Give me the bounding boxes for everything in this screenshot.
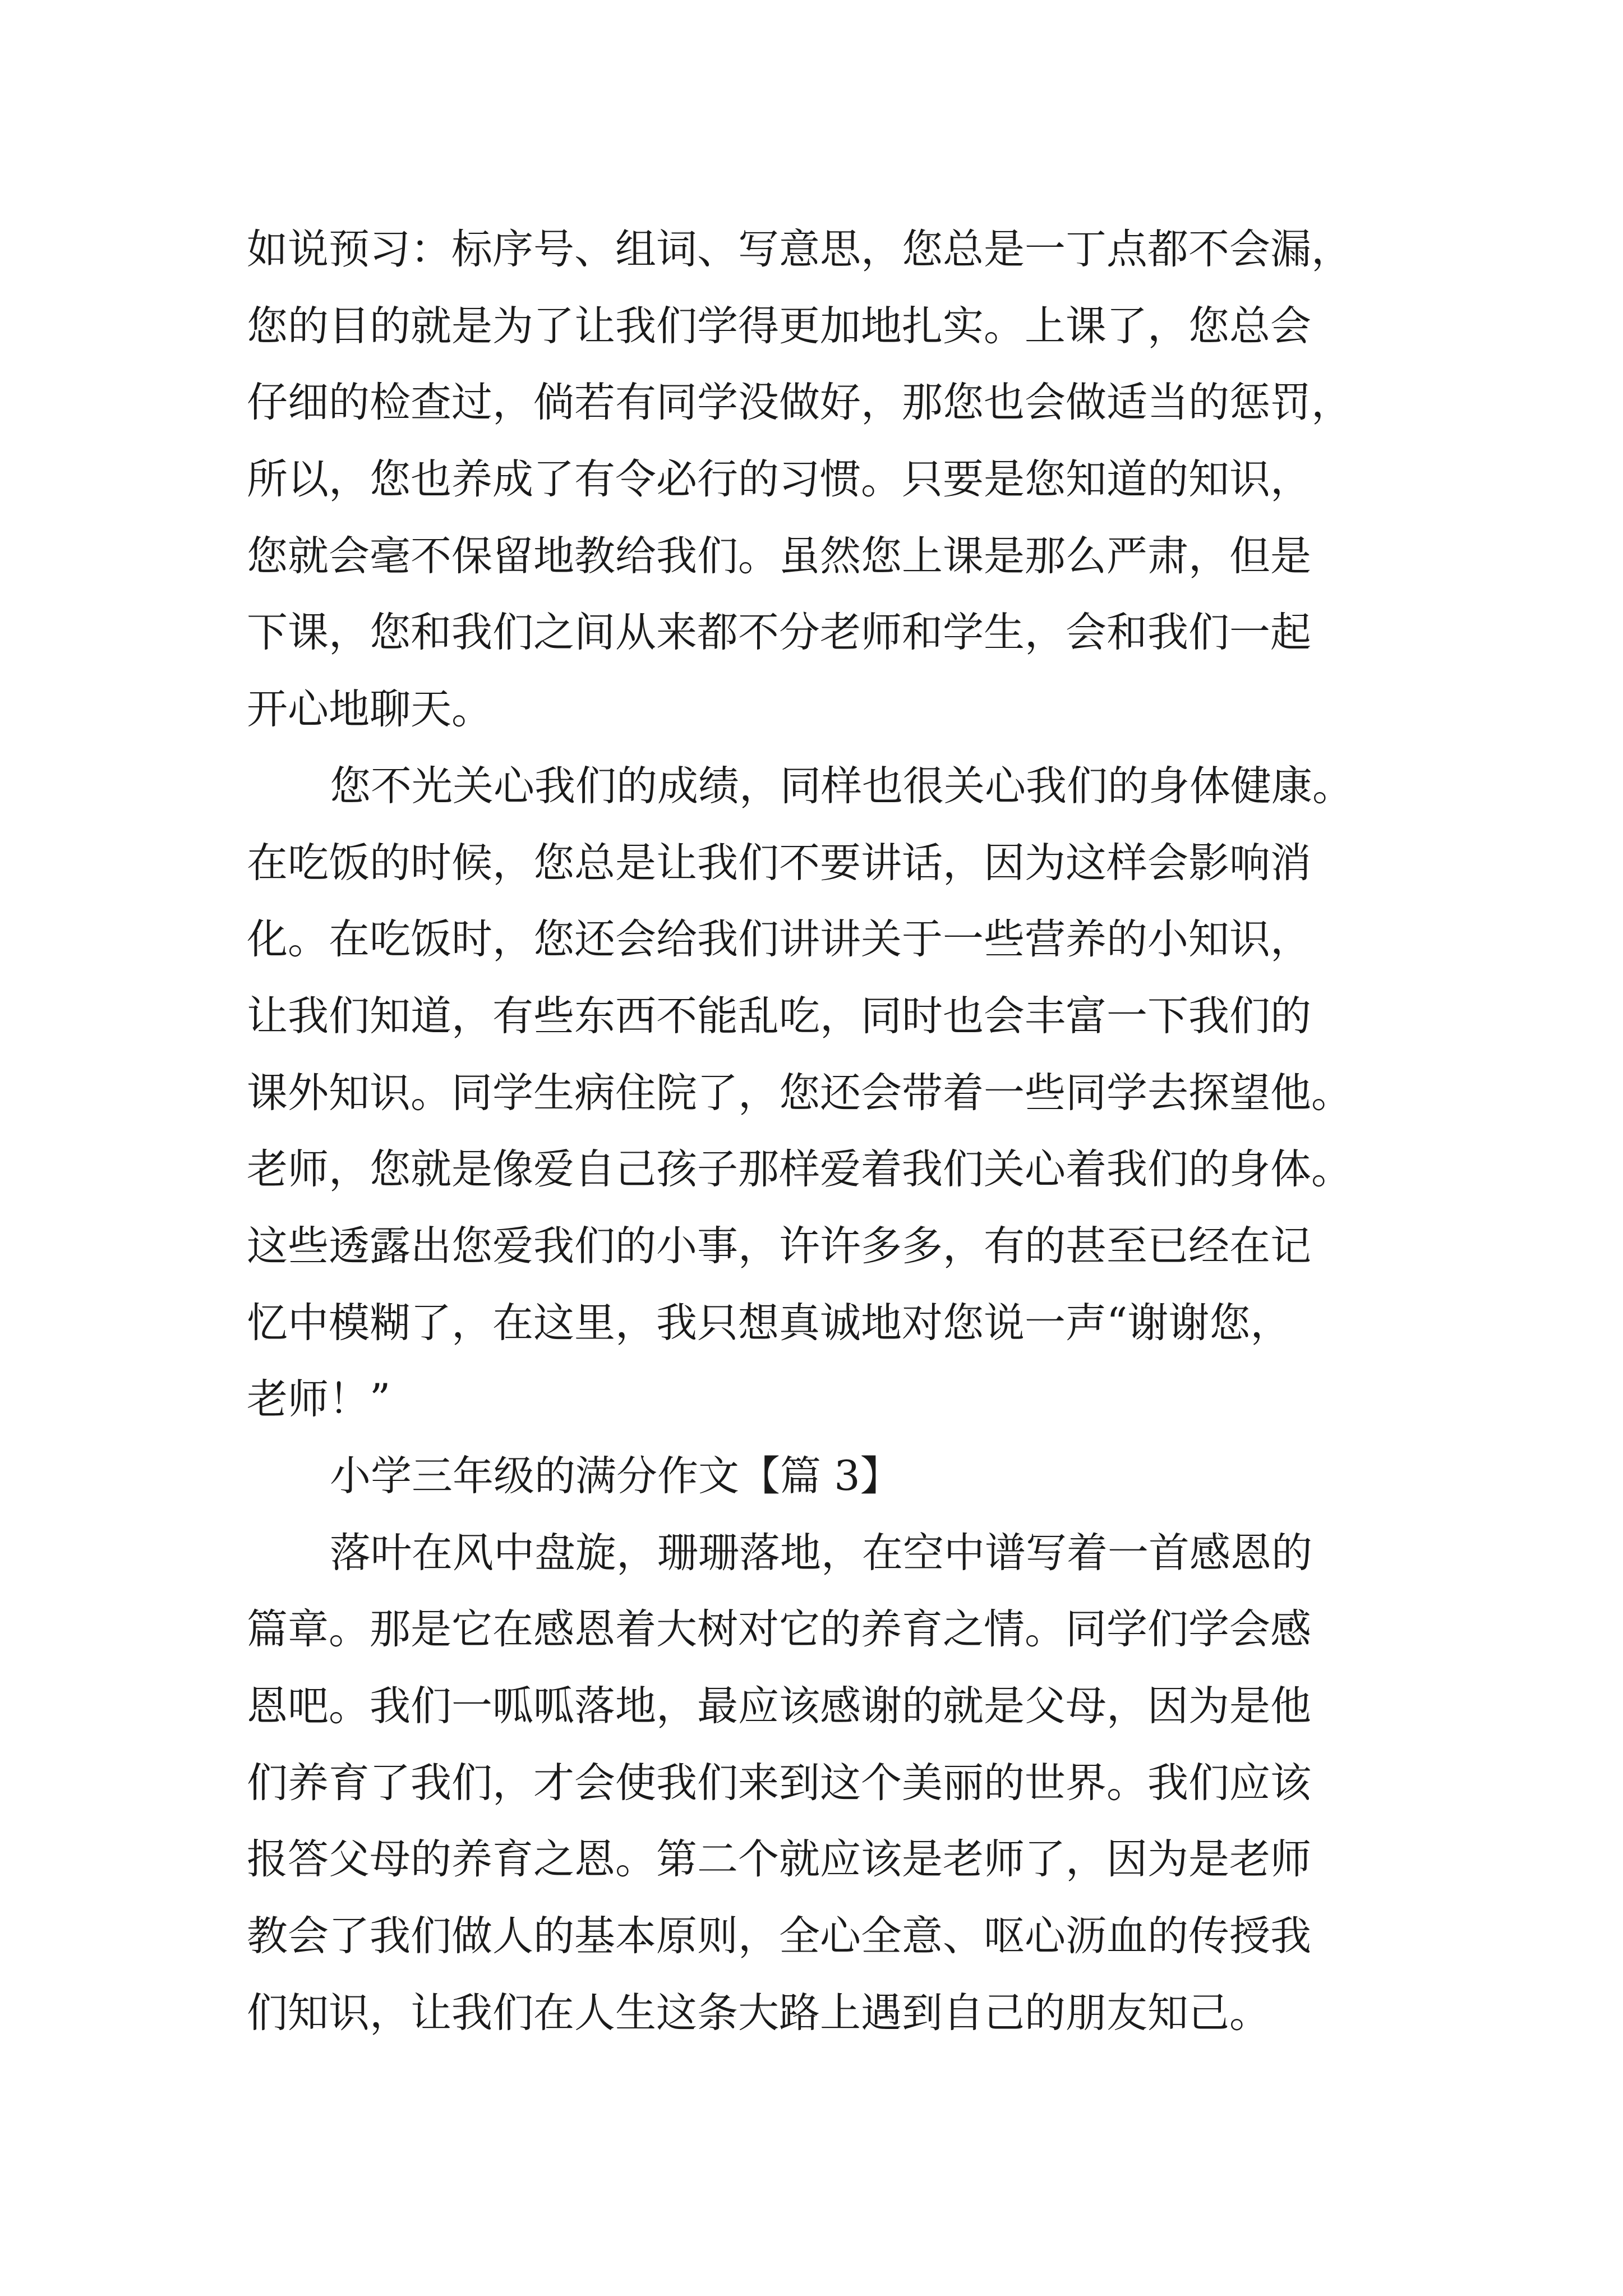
text-line: 报答父母的养育之恩。第二个就应该是老师了，因为是老师 [247, 1835, 1311, 1883]
text-line: 们养育了我们，才会使我们来到这个美丽的世界。我们应该 [247, 1759, 1311, 1807]
text-line: 教会了我们做人的基本原则，全心全意、呕心沥血的传授我 [247, 1912, 1311, 1960]
section-heading: 小学三年级的满分作文【篇 3】 [330, 1452, 901, 1500]
text-line: 恩吧。我们一呱呱落地，最应该感谢的就是父母，因为是他 [247, 1682, 1311, 1730]
text-line: 们知识，让我们在人生这条大路上遇到自己的朋友知己。 [247, 1989, 1270, 2037]
paragraph-first-line: 落叶在风中盘旋，珊珊落地，在空中谱写着一首感恩的 [330, 1529, 1312, 1577]
text-line: 您的目的就是为了让我们学得更加地扎实。上课了，您总会 [247, 302, 1311, 350]
text-line: 所以，您也养成了有令必行的习惯。只要是您知道的知识， [247, 455, 1311, 503]
text-line: 让我们知道，有些东西不能乱吃，同时也会丰富一下我们的 [247, 992, 1311, 1040]
text-line: 您就会毫不保留地教给我们。虽然您上课是那么严肃，但是 [247, 532, 1311, 580]
text-line: 课外知识。同学生病住院了，您还会带着一些同学去探望他。 [247, 1069, 1352, 1117]
text-line: 老师，您就是像爱自己孩子那样爱着我们关心着我们的身体。 [247, 1145, 1352, 1193]
text-line: 老师！” [247, 1375, 391, 1423]
text-line: 仔细的检查过，倘若有同学没做好，那您也会做适当的惩罚， [247, 379, 1352, 426]
text-line: 在吃饭的时候，您总是让我们不要讲话，因为这样会影响消 [247, 839, 1311, 887]
text-line: 忆中模糊了，在这里，我只想真诚地对您说一声“谢谢您， [247, 1299, 1292, 1347]
paragraph-first-line: 您不光关心我们的成绩，同样也很关心我们的身体健康。 [330, 762, 1353, 810]
text-line: 开心地聊天。 [247, 685, 492, 733]
text-line: 如说预习：标序号、组词、写意思，您总是一丁点都不会漏， [247, 226, 1352, 273]
text-line: 篇章。那是它在感恩着大树对它的养育之情。同学们学会感 [247, 1605, 1311, 1653]
text-line: 下课，您和我们之间从来都不分老师和学生，会和我们一起 [247, 609, 1311, 656]
text-line: 化。在吃饭时，您还会给我们讲讲关于一些营养的小知识， [247, 915, 1311, 963]
text-line: 这些透露出您爱我们的小事，许许多多，有的甚至已经在记 [247, 1222, 1311, 1270]
